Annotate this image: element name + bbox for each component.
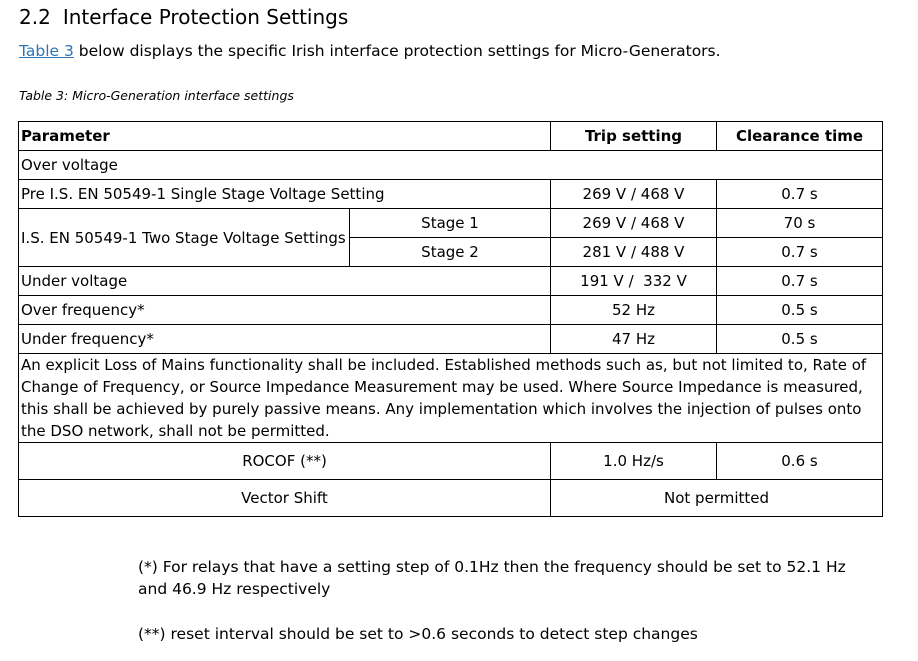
table-row [19,325,883,354]
over-frequency-clearance: 0.5 s [717,296,883,325]
table-row [19,480,883,517]
pre-is-trip: 269 V / 468 V [551,180,717,209]
section-number: 2.2 [19,5,51,29]
intro-text: below displays the specific Irish interface protection settings for Micro-Generators. [73,42,721,60]
footnote-rocof: (**) reset interval should be set to >0.6 seconds to detect step changes [138,625,698,643]
table-header-row [19,122,883,151]
over-voltage-label: Over voltage [19,151,883,180]
under-frequency-label: Under frequency* [19,325,551,354]
stage2-label: Stage 2 [350,238,551,267]
pre-is-label: Pre I.S. EN 50549-1 Single Stage Voltage Setting [19,180,551,209]
header-clearance-time: Clearance time [717,122,883,151]
protection-settings-table [18,121,883,517]
header-trip-setting: Trip setting [551,122,717,151]
intro-paragraph [19,42,721,60]
table-row [19,443,883,480]
table-row [19,354,883,443]
section-heading [19,5,348,29]
stage1-clearance: 70 s [717,209,883,238]
table-row [19,180,883,209]
vector-shift-label: Vector Shift [19,480,551,517]
footnote-frequency: (*) For relays that have a setting step of 0.1Hz then the frequency should be set to 52.1 Hz and 46.9 Hz respectively [138,558,846,598]
table-row [19,209,883,238]
section-title: Interface Protection Settings [62,5,349,29]
under-frequency-clearance: 0.5 s [717,325,883,354]
header-parameter: Parameter [19,122,551,151]
stage2-clearance: 0.7 s [717,238,883,267]
stage1-trip: 269 V / 468 V [551,209,717,238]
under-voltage-label: Under voltage [19,267,551,296]
pre-is-clearance: 0.7 s [717,180,883,209]
table-3-link[interactable]: Table 3 [19,42,74,60]
vector-shift-value: Not permitted [551,480,883,517]
rocof-clearance: 0.6 s [717,443,883,480]
two-stage-label: I.S. EN 50549-1 Two Stage Voltage Settings [19,209,350,267]
rocof-trip: 1.0 Hz/s [551,443,717,480]
stage1-label: Stage 1 [350,209,551,238]
rocof-label: ROCOF (**) [19,443,551,480]
table-row [19,267,883,296]
loss-of-mains-text: An explicit Loss of Mains functionality shall be included. Established methods such as, but not limited to, Rate of Change of Frequency, or Source Impedance Measurement may be used. Where Source Impedance is measured, this shall be achieved by purely passive means. Any implementation which involves the injection of pulses onto the DSO network, shall not be permitted. [19,354,883,443]
table-row [19,151,883,180]
under-voltage-clearance: 0.7 s [717,267,883,296]
under-voltage-trip: 191 V / 332 V [551,267,717,296]
table-caption: Table 3: Micro-Generation interface settings [19,88,294,103]
over-frequency-trip: 52 Hz [551,296,717,325]
table-row [19,296,883,325]
over-frequency-label: Over frequency* [19,296,551,325]
under-frequency-trip: 47 Hz [551,325,717,354]
stage2-trip: 281 V / 488 V [551,238,717,267]
